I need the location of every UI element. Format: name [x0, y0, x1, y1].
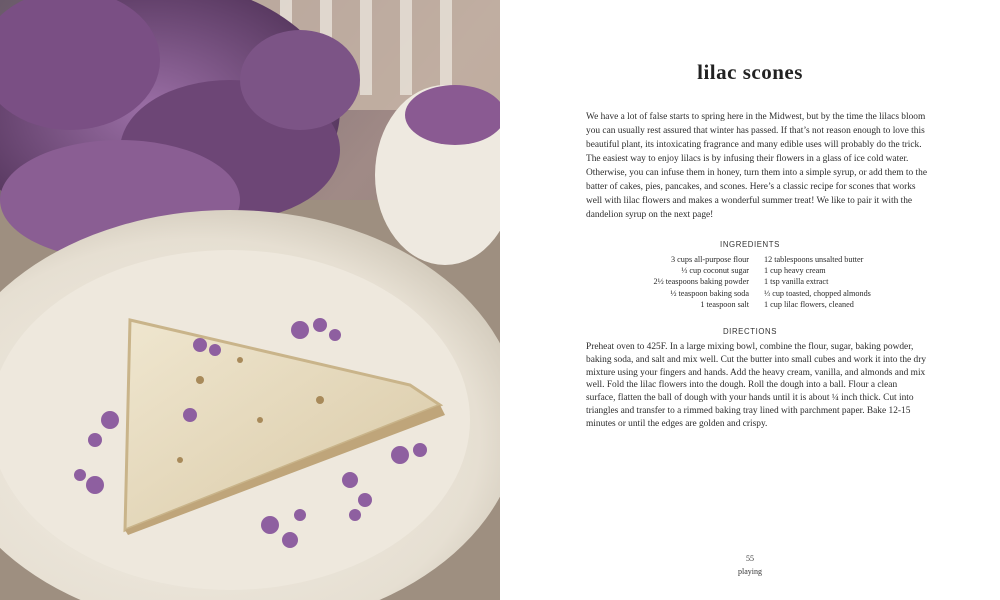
ingredient-item: ⅓ cup toasted, chopped almonds	[764, 288, 871, 298]
ingredient-item: ½ teaspoon baking soda	[670, 288, 749, 298]
ingredient-item: 1 cup lilac flowers, cleaned	[764, 299, 854, 309]
directions-heading: DIRECTIONS	[722, 327, 778, 336]
ingredient-item: 12 tablespoons unsalted butter	[764, 255, 864, 264]
ingredient-item: 1 teaspoon salt	[700, 299, 749, 309]
ingredient-row	[500, 288, 1000, 299]
ingredient-row	[500, 254, 1000, 265]
recipe-intro: We have a lot of false starts to spring here in the Midwest, but by the time the lilacs bloom you can usually rest assured that winter has passed. If that’s not reason enough to love this beautiful plant, its intoxicating fragrance and many edible uses will probably do the trick. The easiest way to enjoy lilacs is by infusing their flowers in a glass of ice cold water. Otherwise, you can infuse them in honey, turn them into a simple syrup, or add them to the batter of cakes, pies, pancakes, and scones. Here’s a classic recipe for scones that works well with lilac flowers and makes a wonderful summer treat! We like to pair it with the dandelion syrup on the next page!	[586, 112, 927, 220]
ingredients-heading: INGREDIENTS	[720, 240, 780, 249]
page-number: 55	[746, 554, 754, 563]
ingredient-row	[500, 276, 1000, 287]
recipe-title: lilac scones	[697, 60, 803, 84]
ingredient-item: 1 cup heavy cream	[764, 266, 826, 276]
ingredient-item: 2½ teaspoons baking powder	[653, 277, 749, 287]
recipe-directions: Preheat oven to 425F. In a large mixing bowl, combine the flour, sugar, baking powder, baking soda, and salt and mix well. Cut the butter into small cubes and work it into the dry mixture using your fingers and hands. Add the heavy cream, vanilla, and almonds and mix well. Fold the lilac flowers into the dough. Roll the dough into a ball. Flour a clean surface, flatten the ball of dough with your hands until it is about ¼ inch thick. Cut into triangles and transfer to a rimmed baking tray lined with parchment paper. Bake 12-15 minutes or until the edges are golden and crispy.	[586, 342, 927, 429]
ingredient-item: 3 cups all-purpose flour	[671, 255, 749, 264]
ingredient-item: ⅓ cup coconut sugar	[681, 266, 749, 276]
ingredient-row	[500, 265, 1000, 276]
section-name: playing	[738, 567, 762, 576]
recipe-page	[500, 0, 1000, 600]
ingredient-row	[500, 299, 1000, 310]
ingredients-list	[500, 254, 1000, 310]
ingredient-item: 1 tsp vanilla extract	[764, 277, 829, 287]
